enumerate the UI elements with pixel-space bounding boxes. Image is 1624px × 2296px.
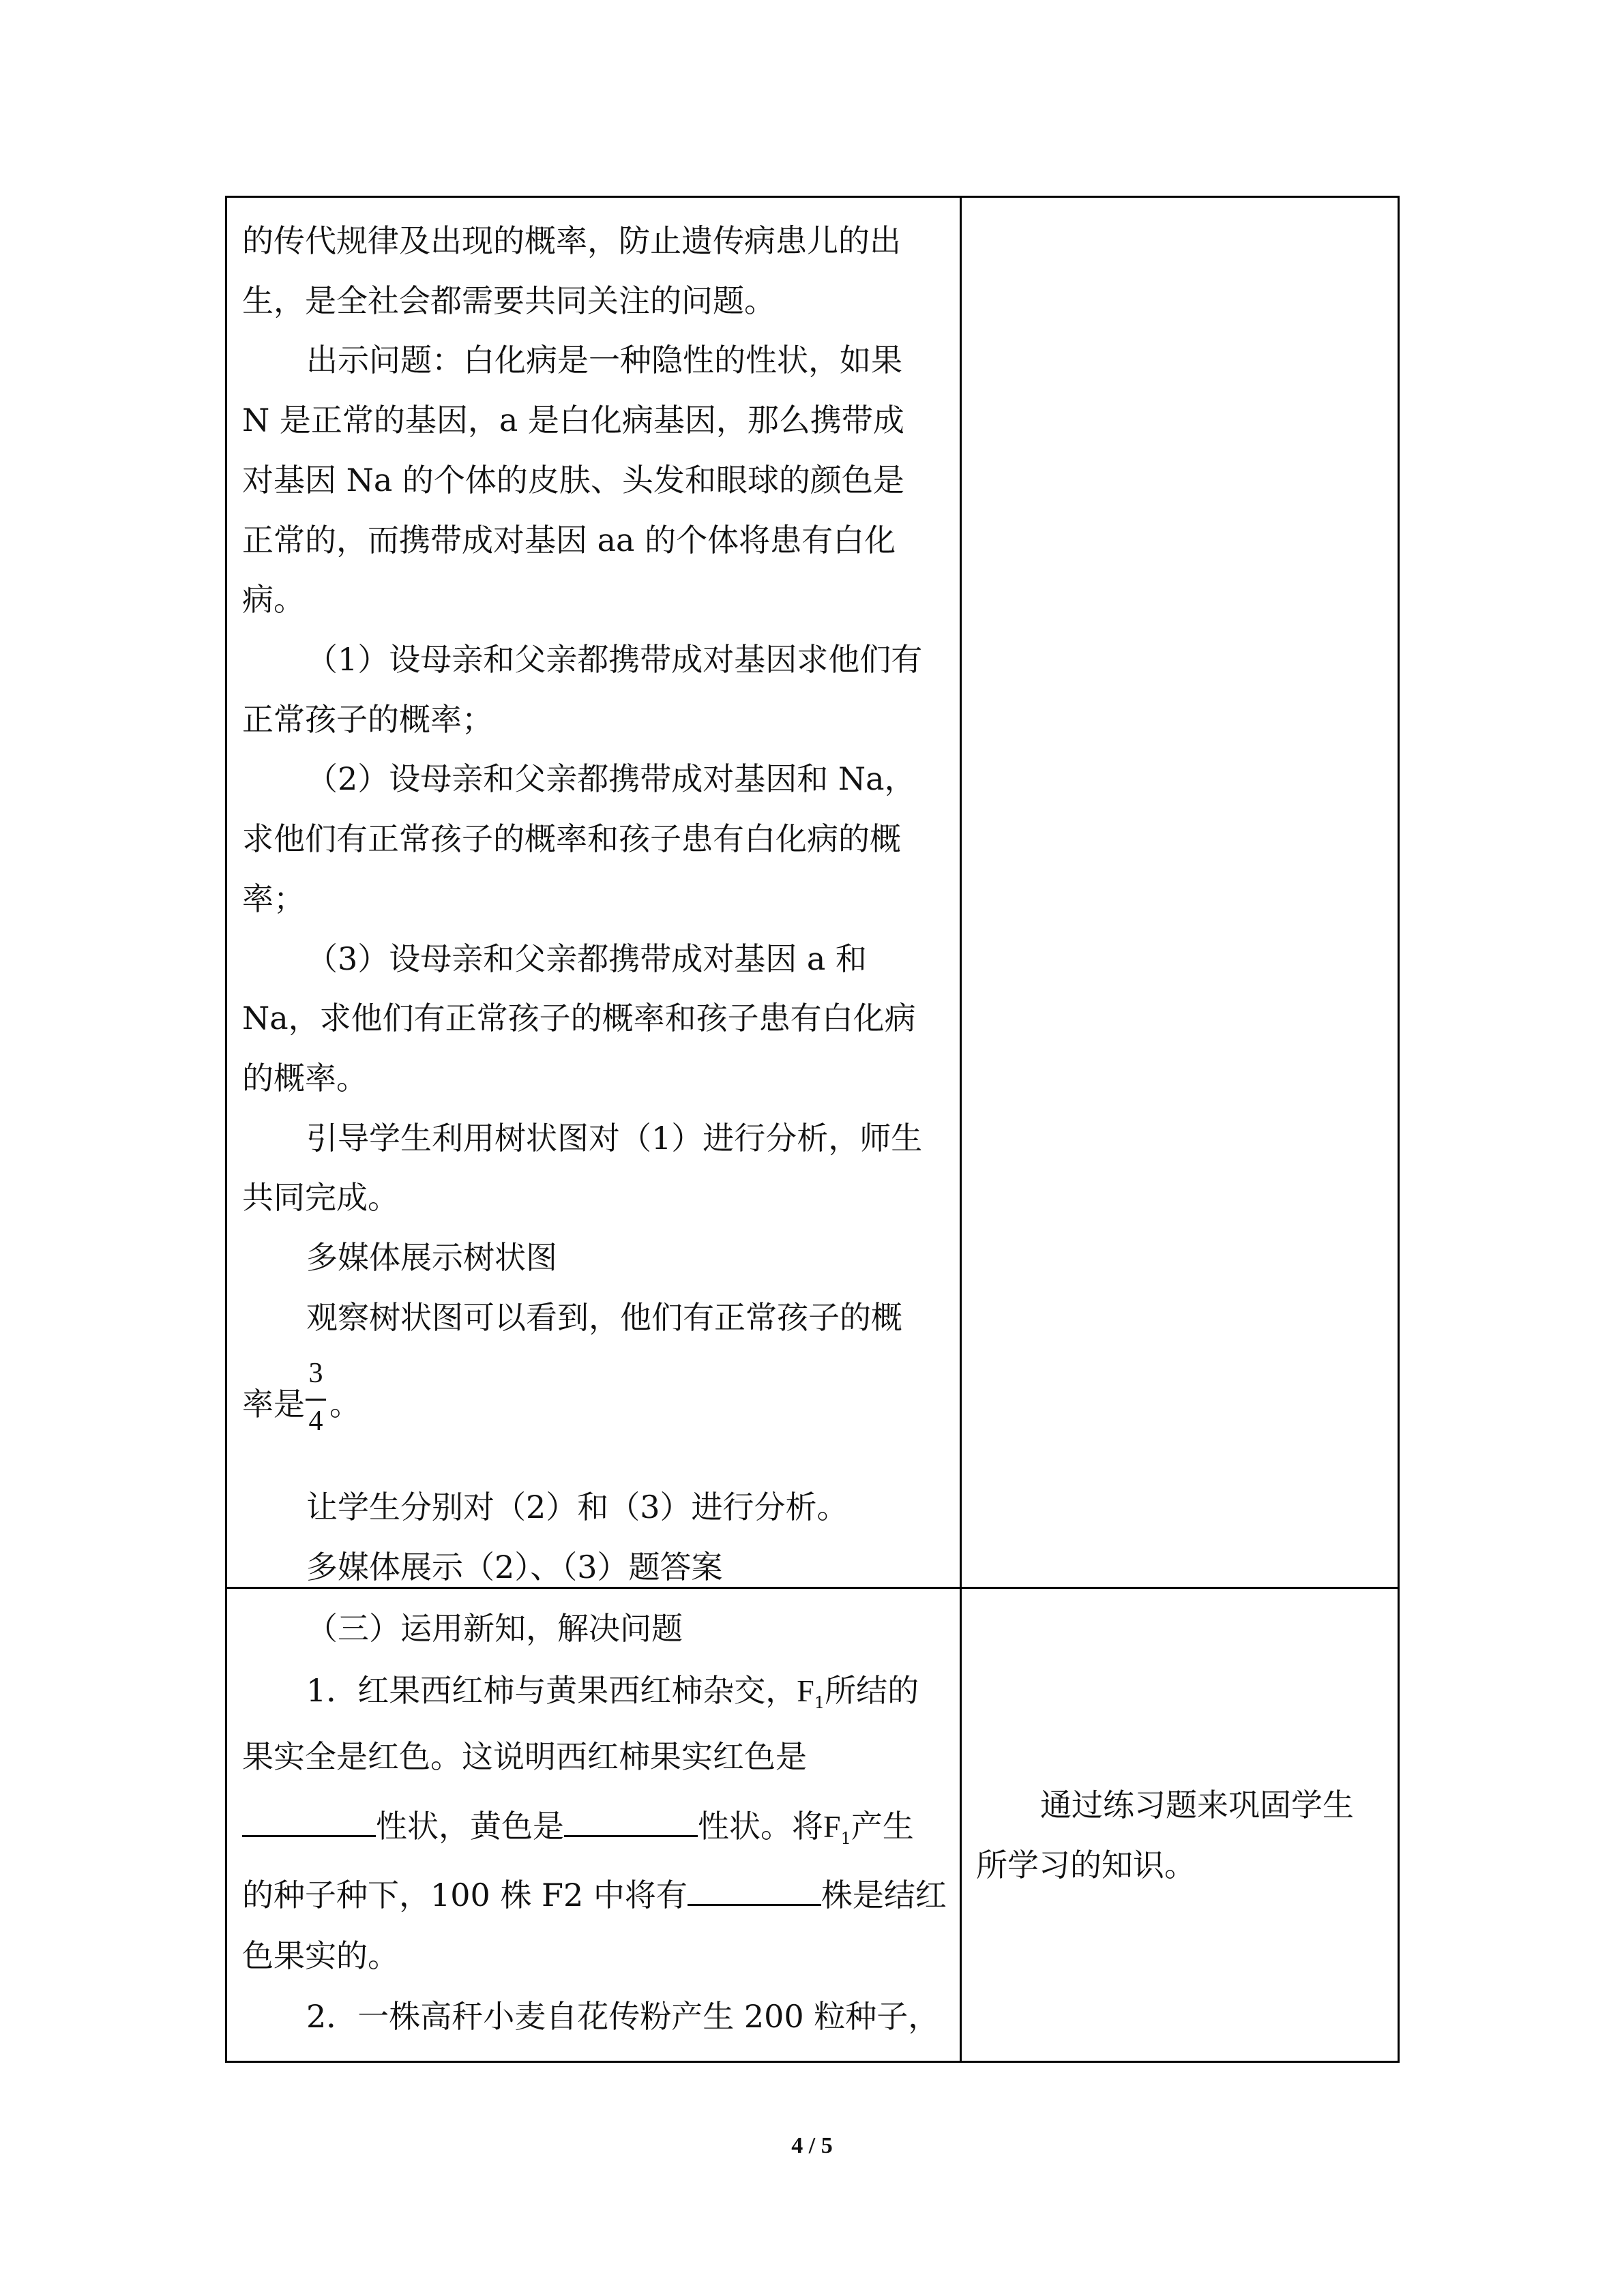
text-line: 多媒体展示（2）、（3）题答案 — [306, 1549, 723, 1585]
text-line: （1）设母亲和父亲都携带成对基因求他们有 — [306, 641, 923, 678]
text-line: 正常的，而携带成对基因 aa 的个体将患有白化 — [242, 522, 896, 558]
text-line: 正常孩子的概率； — [242, 701, 493, 738]
text-line: 对基因 Na 的个体的皮肤、头发和眼球的颜色是 — [242, 462, 904, 498]
page-number: 4 / 5 — [791, 2133, 833, 2158]
fraction-denominator: 4 — [308, 1405, 323, 1437]
text-line: 率； — [242, 880, 305, 917]
text-line: 果实全是红色。这说明西红柿果实红色是 — [242, 1738, 807, 1775]
fraction-bar — [306, 1399, 326, 1401]
question-1-line-3: 性状，黄色是 性状。将$F_1$产生 — [242, 1804, 914, 1851]
lesson-table — [225, 196, 1400, 2063]
text-line: 引导学生利用树状图对（1）进行分析，师生 — [306, 1120, 923, 1157]
note-line: 所学习的知识。 — [976, 1847, 1196, 1883]
text-line: 共同完成。 — [242, 1179, 399, 1216]
text-line: N 是正常的基因，a 是白化病基因，那么携带成 — [242, 402, 904, 438]
row-divider — [227, 1587, 1398, 1589]
text-line: 生，是全社会都需要共同关注的问题。 — [242, 282, 776, 319]
question-1-line-1: 1．红果西红柿与黄果西红柿杂交，$F_1$所结的 — [306, 1672, 919, 1712]
text-line: Na，求他们有正常孩子的概率和孩子患有白化病 — [242, 1000, 916, 1037]
answer-blank[interactable] — [242, 1804, 376, 1837]
text-line: 观察树状图可以看到，他们有正常孩子的概 — [306, 1299, 902, 1336]
question-1-line-4: 的种子种下，100 株 F2 中将有 株是结红 — [242, 1873, 947, 1914]
text-line: 让学生分别对（2）和（3）进行分析。 — [306, 1489, 848, 1525]
text-line: 的概率。 — [242, 1060, 368, 1097]
question-2: 2．一株高秆小麦自花传粉产生 200 粒种子， — [306, 1998, 940, 2035]
probability-prefix: 率是 — [242, 1386, 305, 1422]
text-line: （3）设母亲和父亲都携带成对基因 a 和 — [306, 940, 867, 977]
text-line: 求他们有正常孩子的概率和孩子患有白化病的概 — [242, 820, 901, 857]
probability-suffix: 。 — [329, 1386, 361, 1422]
answer-blank[interactable] — [688, 1873, 821, 1906]
text-line: 的传代规律及出现的概率，防止遗传病患儿的出 — [242, 222, 901, 259]
text-line: （2）设母亲和父亲都携带成对基因和 Na， — [306, 760, 916, 797]
text-line: 多媒体展示树状图 — [306, 1239, 557, 1276]
section-heading: （三）运用新知，解决问题 — [306, 1610, 683, 1647]
note-line: 通过练习题来巩固学生 — [1040, 1787, 1354, 1823]
fraction-numerator: 3 — [308, 1358, 323, 1389]
answer-blank[interactable] — [564, 1804, 698, 1837]
text-line: 出示问题：白化病是一种隐性的性状，如果 — [306, 342, 902, 378]
text-line: 病。 — [242, 581, 305, 618]
text-line: 色果实的。 — [242, 1937, 399, 1974]
column-divider — [960, 198, 962, 2061]
probability-line — [242, 1385, 361, 1423]
